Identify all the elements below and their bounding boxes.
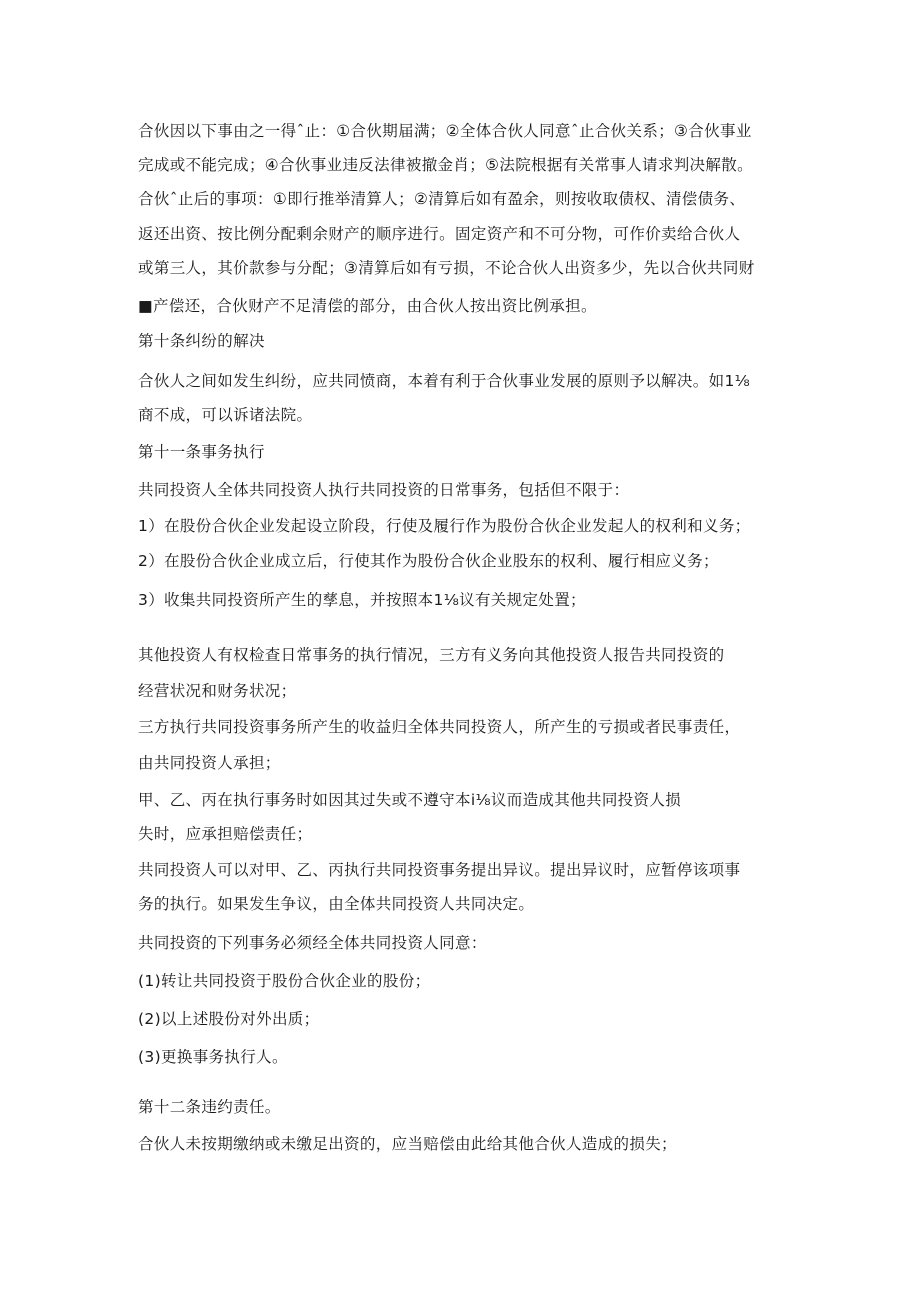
paragraph-line: 务的执行。如果发生争议，由全体共同投资人共同决定。 xyxy=(138,895,535,913)
list-item: (3)更换事务执行人。 xyxy=(138,1048,288,1066)
paragraph-line: 共同投资人全体共同投资人执行共同投资的日常事务，包括但不限于： xyxy=(138,481,630,499)
paragraph-line: 完成或不能完成；④合伙事业违反法律被撤金肖；⑤法院根据有关常事人请求判决解散。 xyxy=(138,156,753,174)
list-item: 3）收集共同投资所产生的孳息，并按照本1⅛议有关规定处置； xyxy=(138,591,586,609)
paragraph-line: 甲、乙、丙在执行事务时如因其过失或不遵守本i⅛议而造成其他共同投资人损 xyxy=(138,791,682,809)
list-item: (2)以上述股份对外出质； xyxy=(138,1010,320,1028)
section-heading: 第十条纠纷的解决 xyxy=(138,332,265,350)
paragraph-line: 商不成，可以诉诸法院。 xyxy=(138,406,313,424)
list-item: 1）在股份合伙企业发起设立阶段，行使及履行作为股份合伙企业发起人的权利和义务； xyxy=(138,517,751,535)
section-heading: 第十二条违约责任。 xyxy=(138,1098,281,1116)
paragraph-line: 合伙人之间如发生纠纷，应共同愤商，本着有利于合伙事业发展的原则予以解决。如1⅛ xyxy=(138,372,751,390)
section-heading: 第十一条事务执行 xyxy=(138,443,265,461)
paragraph-line: ■产偿还，合伙财产不足清偿的部分，由合伙人按出资比例承担。 xyxy=(138,297,597,315)
list-item: 2）在股份合伙企业成立后，行使其作为股份合伙企业股东的权利、履行相应义务； xyxy=(138,552,719,570)
paragraph-line: 合伙人未按期缴纳或未缴足出资的，应当赔偿由此给其他合伙人造成的损失； xyxy=(138,1135,677,1153)
paragraph-line: 其他投资人有权检查日常事务的执行情况，三方有义务向其他投资人报告共同投资的 xyxy=(138,646,725,664)
paragraph-line: 经营状况和财务状况； xyxy=(138,682,297,700)
paragraph-line: 共同投资的下列事务必须经全体共同投资人同意： xyxy=(138,934,487,952)
paragraph-line: 三方执行共同投资事务所产生的收益归全体共同投资人，所产生的亏损或者民事责任， xyxy=(138,718,741,736)
paragraph-line: 由共同投资人承担； xyxy=(138,754,281,772)
paragraph-line: 共同投资人可以对甲、乙、丙执行共同投资事务提出异议。提出异议时，应暂停该项事 xyxy=(138,861,741,879)
paragraph-line: 合伙因以下事由之一得ˆ止：①合伙期届满；②全体合伙人同意ˆ止合伙关系；③合伙事业 xyxy=(138,122,752,140)
paragraph-line: 或第三人，其价款参与分配；③清算后如有亏损，不论合伙人出资多少，先以合伙共同财 xyxy=(138,259,755,277)
paragraph-line: 合伙ˆ止后的事项：①即行推举清算人；②清算后如有盈余，则按收取债权、清偿债务、 xyxy=(138,190,746,208)
list-item: (1)转让共同投资于股份合伙企业的股份； xyxy=(138,972,431,990)
paragraph-line: 失时，应承担赔偿责任； xyxy=(138,825,313,843)
paragraph-line: 返还出资、按比例分配剩余财产的顺序进行。固定资产和不可分物，可作价卖给合伙人 xyxy=(138,225,741,243)
